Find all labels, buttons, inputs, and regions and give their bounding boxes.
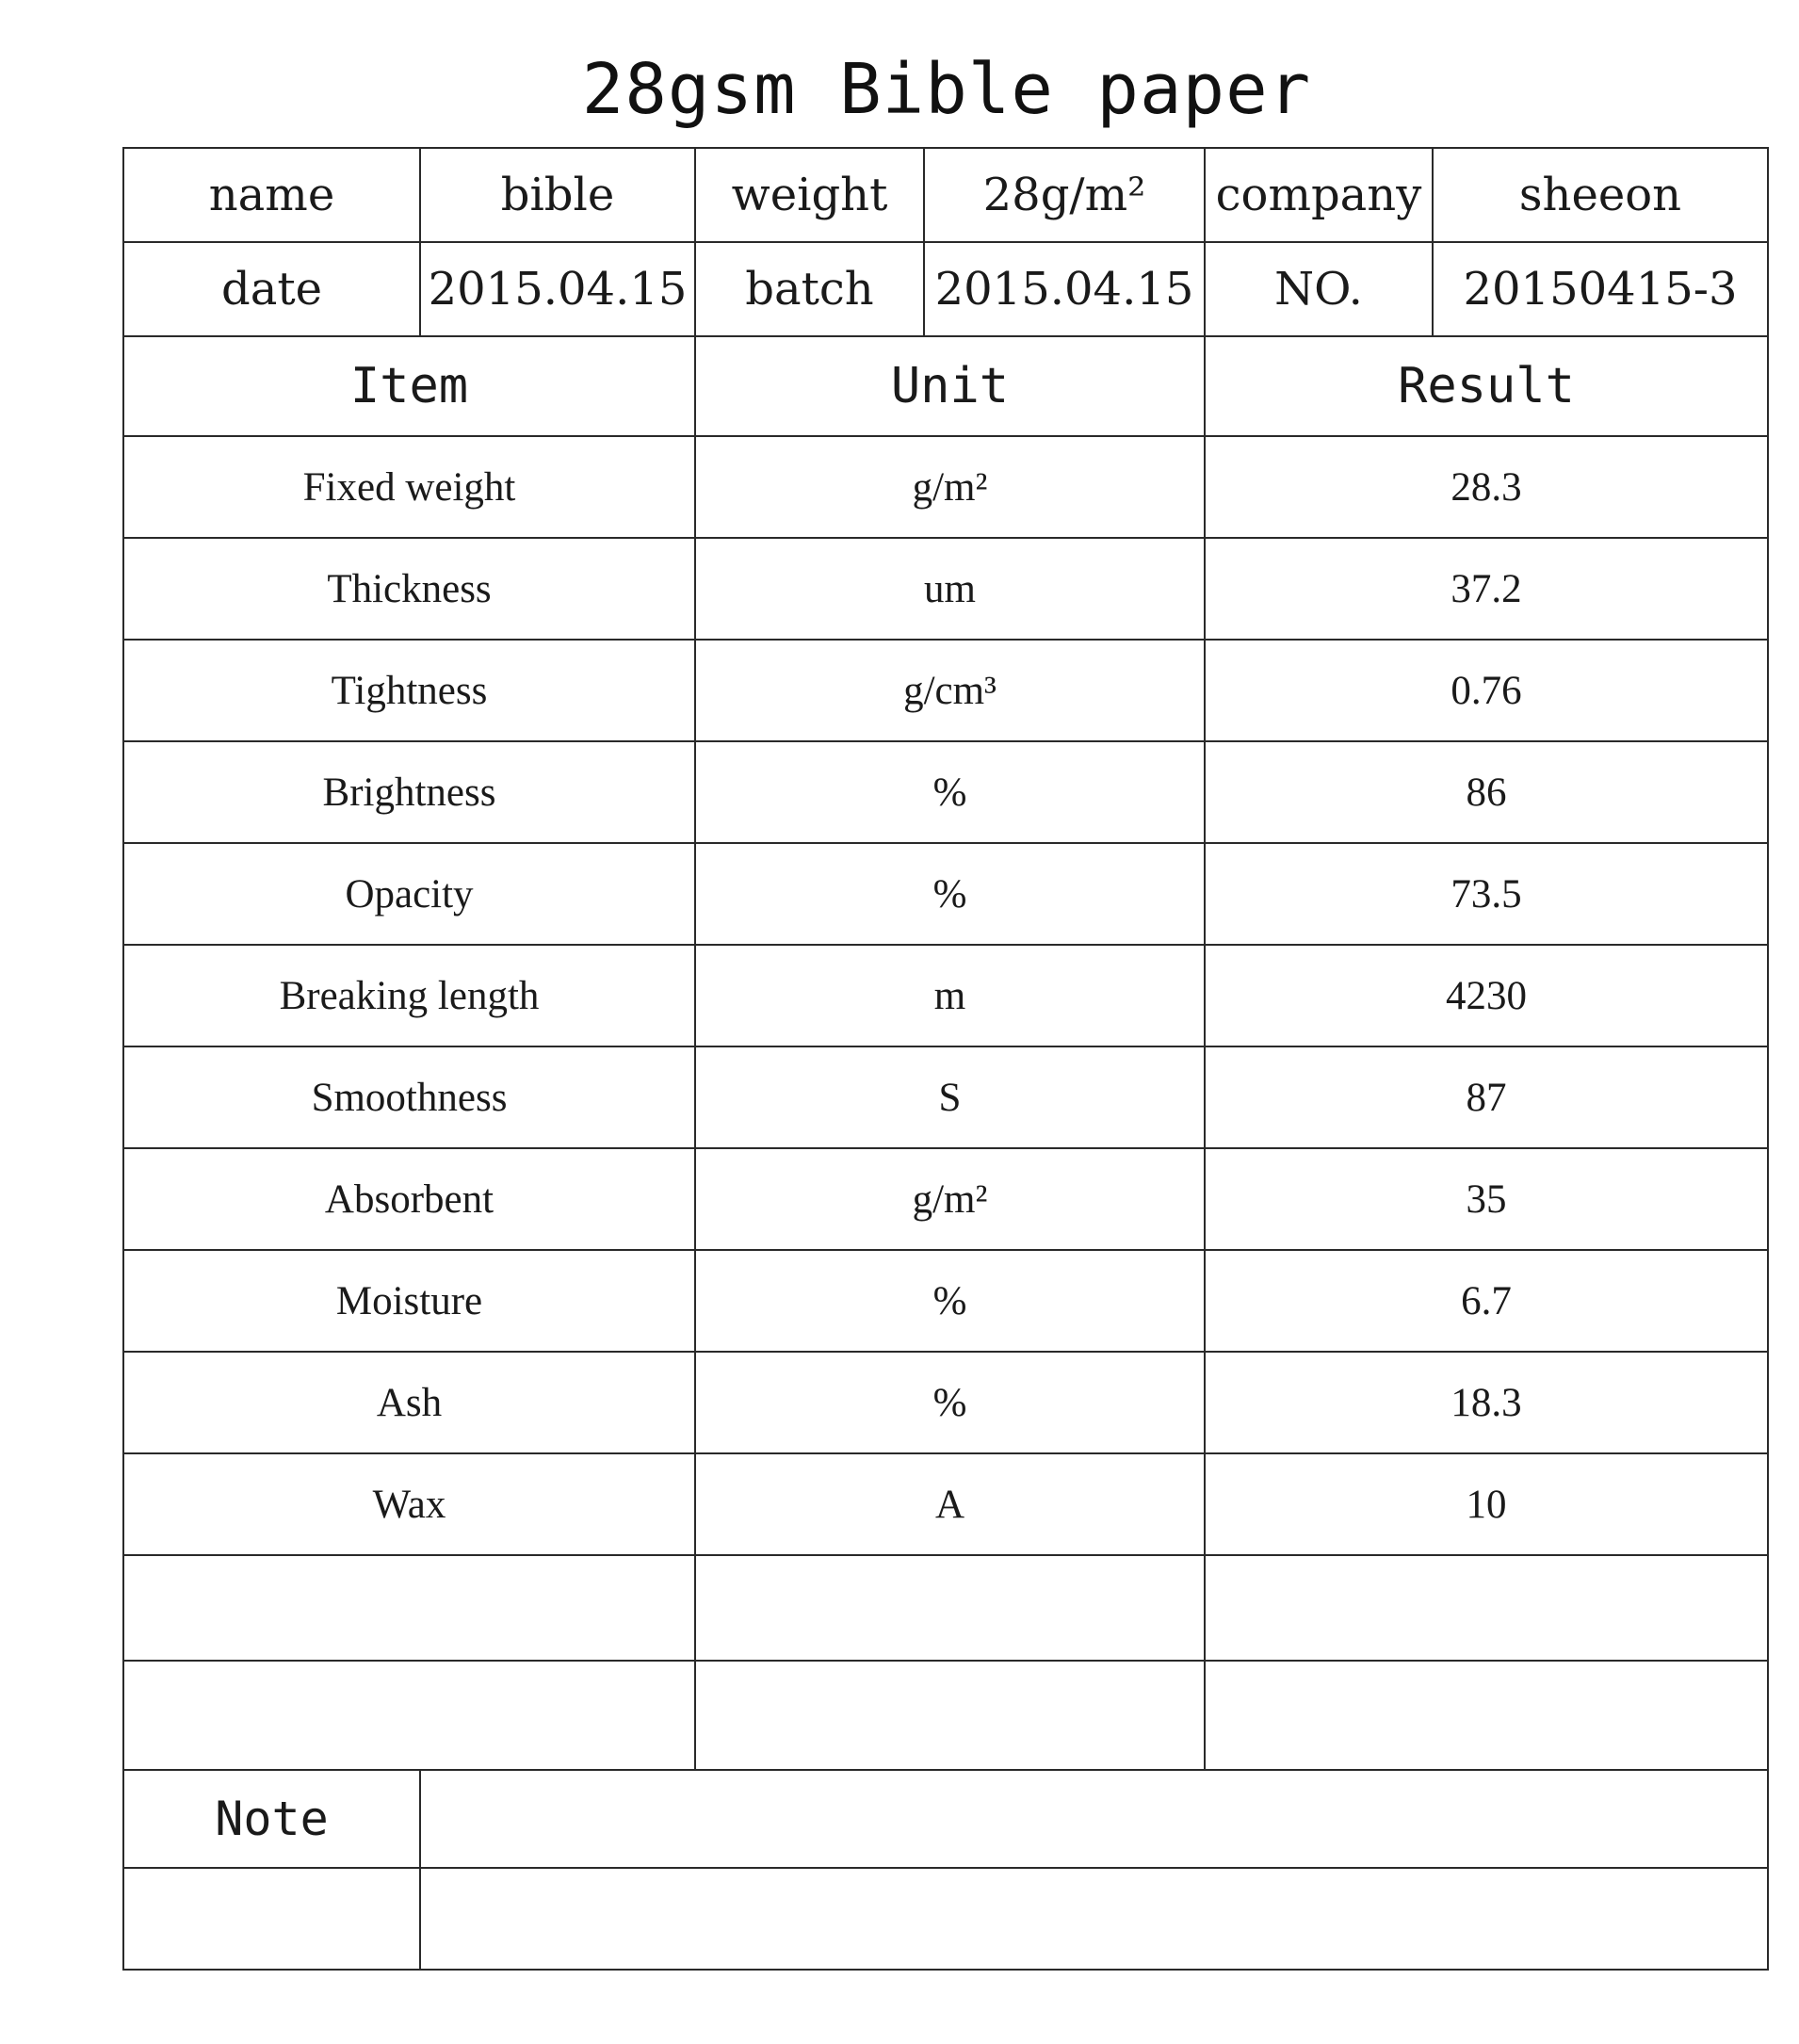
- empty-cell: [695, 1555, 1205, 1661]
- header-row-1: [123, 148, 1768, 242]
- item-column-header: Item: [123, 336, 695, 436]
- result-cell: 35: [1205, 1148, 1768, 1250]
- date-value: 2015.04.15: [420, 242, 695, 336]
- unit-cell: um: [695, 538, 1205, 640]
- empty-cell: [123, 1555, 695, 1661]
- unit-column-header: Unit: [695, 336, 1205, 436]
- batch-value: 2015.04.15: [924, 242, 1205, 336]
- unit-cell: m: [695, 945, 1205, 1046]
- item-cell: Tightness: [123, 640, 695, 741]
- empty-cell: [420, 1868, 1768, 1970]
- table-row: [123, 1250, 1768, 1352]
- item-cell: Ash: [123, 1352, 695, 1453]
- table-row: [123, 1352, 1768, 1453]
- unit-cell: A: [695, 1453, 1205, 1555]
- test-report-sheet: [122, 147, 1767, 1971]
- weight-value: 28g/m²: [924, 148, 1205, 242]
- item-cell: Absorbent: [123, 1148, 695, 1250]
- empty-cell: [695, 1661, 1205, 1770]
- result-cell: 73.5: [1205, 843, 1768, 945]
- result-cell: 18.3: [1205, 1352, 1768, 1453]
- empty-cell: [1205, 1555, 1768, 1661]
- company-value: sheeon: [1433, 148, 1768, 242]
- result-cell: 0.76: [1205, 640, 1768, 741]
- header-row-2: [123, 242, 1768, 336]
- column-header-row: [123, 336, 1768, 436]
- empty-row: [123, 1661, 1768, 1770]
- item-cell: Breaking length: [123, 945, 695, 1046]
- table-row: [123, 538, 1768, 640]
- table-row: [123, 1148, 1768, 1250]
- note-row: [123, 1770, 1768, 1868]
- unit-cell: S: [695, 1046, 1205, 1148]
- unit-cell: %: [695, 741, 1205, 843]
- date-label: date: [123, 242, 420, 336]
- unit-cell: %: [695, 1352, 1205, 1453]
- table-row: [123, 640, 1768, 741]
- result-column-header: Result: [1205, 336, 1768, 436]
- item-cell: Wax: [123, 1453, 695, 1555]
- unit-cell: g/cm³: [695, 640, 1205, 741]
- result-cell: 6.7: [1205, 1250, 1768, 1352]
- batch-label: batch: [695, 242, 924, 336]
- result-cell: 28.3: [1205, 436, 1768, 538]
- result-cell: 10: [1205, 1453, 1768, 1555]
- name-label: name: [123, 148, 420, 242]
- document-title: 28gsm Bible paper: [581, 49, 1312, 130]
- empty-row: [123, 1555, 1768, 1661]
- unit-cell: g/m²: [695, 436, 1205, 538]
- item-cell: Thickness: [123, 538, 695, 640]
- item-cell: Smoothness: [123, 1046, 695, 1148]
- result-cell: 87: [1205, 1046, 1768, 1148]
- table-row: [123, 1046, 1768, 1148]
- note-label: Note: [123, 1770, 420, 1868]
- result-cell: 4230: [1205, 945, 1768, 1046]
- item-cell: Brightness: [123, 741, 695, 843]
- table-row: [123, 436, 1768, 538]
- unit-cell: %: [695, 843, 1205, 945]
- result-cell: 86: [1205, 741, 1768, 843]
- data-rows: [123, 436, 1768, 1555]
- empty-cell: [1205, 1661, 1768, 1770]
- item-cell: Moisture: [123, 1250, 695, 1352]
- table-row: [123, 843, 1768, 945]
- item-cell: Fixed weight: [123, 436, 695, 538]
- unit-cell: g/m²: [695, 1148, 1205, 1250]
- note-extra-row: [123, 1868, 1768, 1970]
- result-cell: 37.2: [1205, 538, 1768, 640]
- empty-cell: [123, 1661, 695, 1770]
- note-value: [420, 1770, 1768, 1868]
- table-row: [123, 1453, 1768, 1555]
- unit-cell: %: [695, 1250, 1205, 1352]
- weight-label: weight: [695, 148, 924, 242]
- name-value: bible: [420, 148, 695, 242]
- table-row: [123, 945, 1768, 1046]
- item-cell: Opacity: [123, 843, 695, 945]
- report-table: [122, 147, 1769, 1971]
- number-label: NO.: [1205, 242, 1433, 336]
- company-label: company: [1205, 148, 1433, 242]
- table-row: [123, 741, 1768, 843]
- number-value: 20150415-3: [1433, 242, 1768, 336]
- empty-cell: [123, 1868, 420, 1970]
